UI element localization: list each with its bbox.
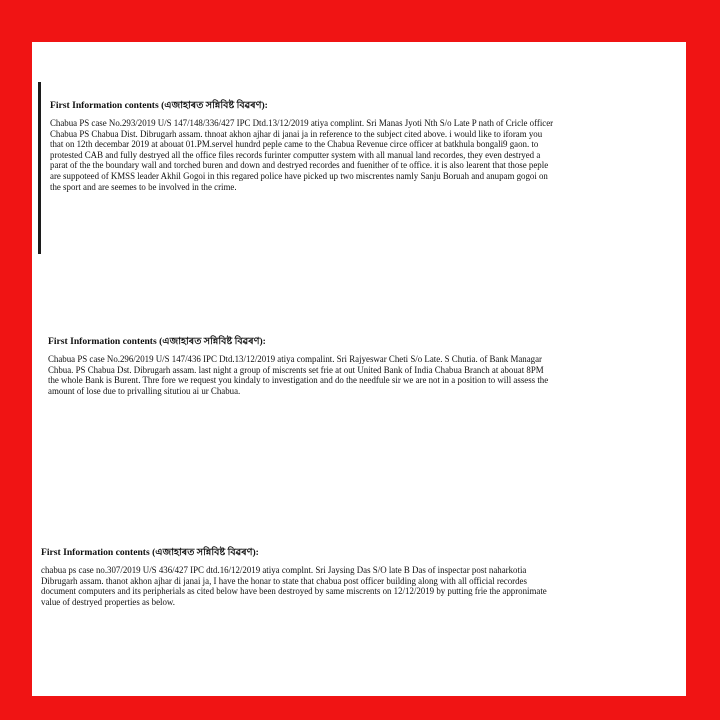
body-line: parat of the the boundary wall and torched buren and down and destryed recordes and fuenither of te office. it is also learent that those peple — [50, 160, 549, 171]
body-line: protested CAB and fully destryed all the office files records furinter computter system with all manual land recordes, they even destryed a — [50, 149, 541, 160]
section-heading: First Information contents (এজাহাৰত সন্নিবিষ্ট বিৱৰণ): — [50, 100, 268, 111]
body-line: are suppoteed of KMSS leader Akhil Gogoi in this regared police have picked up two miscrentes namly Sanju Boruah and anupam gogoi on — [50, 170, 548, 181]
fir-section-3 — [41, 547, 663, 607]
body-line: that on 12th decembar 2019 at abouat 01.PM.servel hundrd peple came to the Chabua Revenue circe officer at batkhula bongali9 gaon. to — [50, 139, 539, 150]
body-line: chabua ps case no.307/2019 U/S 436/427 IPC dtd.16/12/2019 atiya complnt. Sri Jaysing Das S/O late B Das of inspectar post naharkotia — [41, 565, 527, 575]
body-line: document computers and its peripherials as cited below have been destroyed by same miscrents on 12/12/2019 by putting frie the appronimate — [41, 586, 547, 597]
body-line: Chbua. PS Chabua Dst. Dibrugarh assam. last night a group of miscrents set frie at out United Bank of India Chabua Branch at abouat 8PM — [48, 364, 544, 375]
body-line: Chabua PS Chabua Dist. Dibrugarh assam. thnoat akhon ajhar di janai ja in reference to the subject cited above. i would like to iforam you — [50, 128, 543, 139]
section-body — [50, 118, 670, 192]
section-body — [48, 354, 670, 396]
section-heading: First Information contents (এজাহাৰত সন্নিবিষ্ট বিৱৰণ): — [41, 547, 259, 558]
fir-section-2 — [48, 336, 670, 396]
section-body — [41, 565, 663, 607]
body-line: the sport and are seemes to be involved in the crime. — [50, 181, 237, 192]
margin-bar — [38, 82, 41, 254]
body-line: value of destryed properties as below. — [41, 596, 175, 607]
body-line: amount of lose due to privalling situtiou ai ur Chabua. — [48, 385, 241, 396]
body-line: Chabua PS case No.296/2019 U/S 147/436 IPC Dtd.13/12/2019 atiya compalint. Sri Rajyeswar Cheti S/o Late. S Chutia. of Bank Managar — [48, 354, 542, 364]
body-line: Dibrugarh assam. thanot akhon ajhar di janai ja, I have the honar to state that chabua post officer building along with all official recordes — [41, 575, 527, 586]
fir-section-1 — [50, 100, 670, 192]
body-line: Chabua PS case No.293/2019 U/S 147/148/336/427 IPC Dtd.13/12/2019 atiya complint. Sri Manas Jyoti Nth S/o Late P nath of Cricle officer — [50, 118, 554, 128]
document-page — [32, 42, 686, 696]
body-line: the whole Bank is Burent. Thre fore we request you kindaly to investigation and do the needfule sir we are not in a position to will assess the — [48, 375, 549, 386]
section-heading: First Information contents (এজাহাৰত সন্নিবিষ্ট বিৱৰণ): — [48, 336, 266, 347]
